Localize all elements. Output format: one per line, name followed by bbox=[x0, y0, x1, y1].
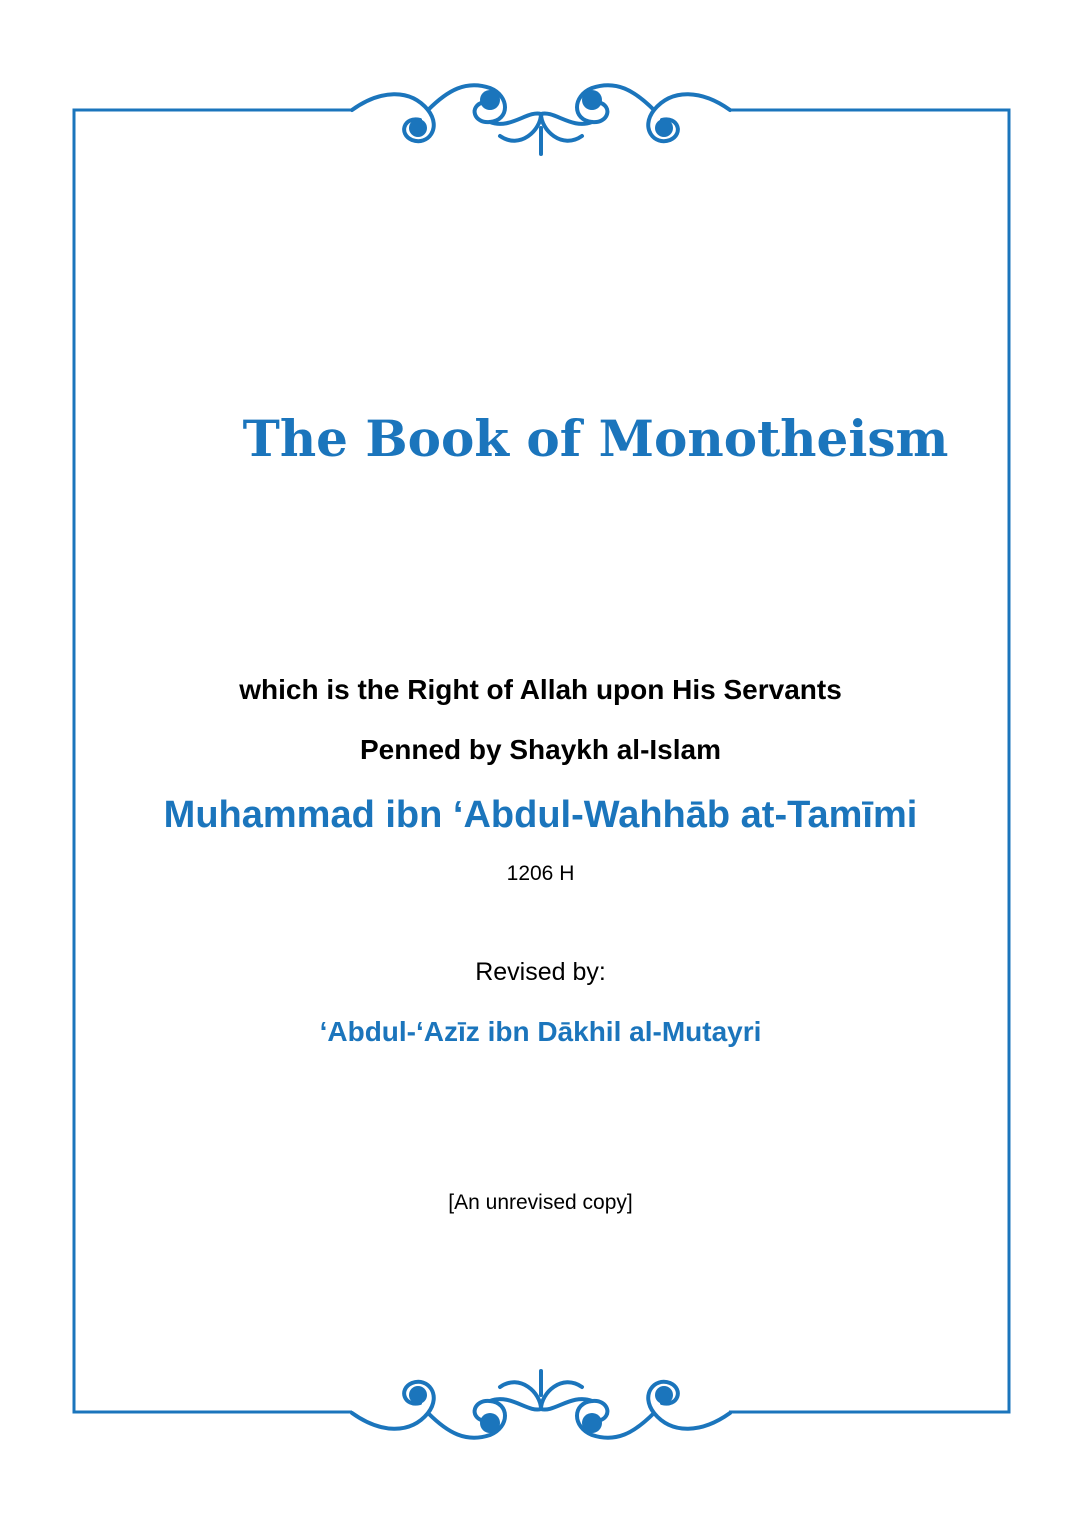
author-year: 1206 H bbox=[506, 862, 575, 885]
copy-note: [An unrevised copy] bbox=[448, 1191, 633, 1214]
author-name: Muhammad ibn ‘Abdul-Wahhāb at-Tamīmi bbox=[163, 794, 918, 836]
reviser-name: ‘Abdul-‘Azīz ibn Dākhil al-Mutayri bbox=[319, 1016, 762, 1047]
penned-by-line: Penned by Shaykh al-Islam bbox=[359, 734, 722, 765]
bottom-ornament-icon bbox=[350, 1365, 732, 1457]
book-title: The Book of Monotheism bbox=[242, 408, 949, 468]
top-ornament-icon bbox=[350, 70, 732, 162]
revised-by-label: Revised by: bbox=[475, 958, 606, 986]
book-subtitle: which is the Right of Allah upon His Servants bbox=[239, 674, 842, 705]
